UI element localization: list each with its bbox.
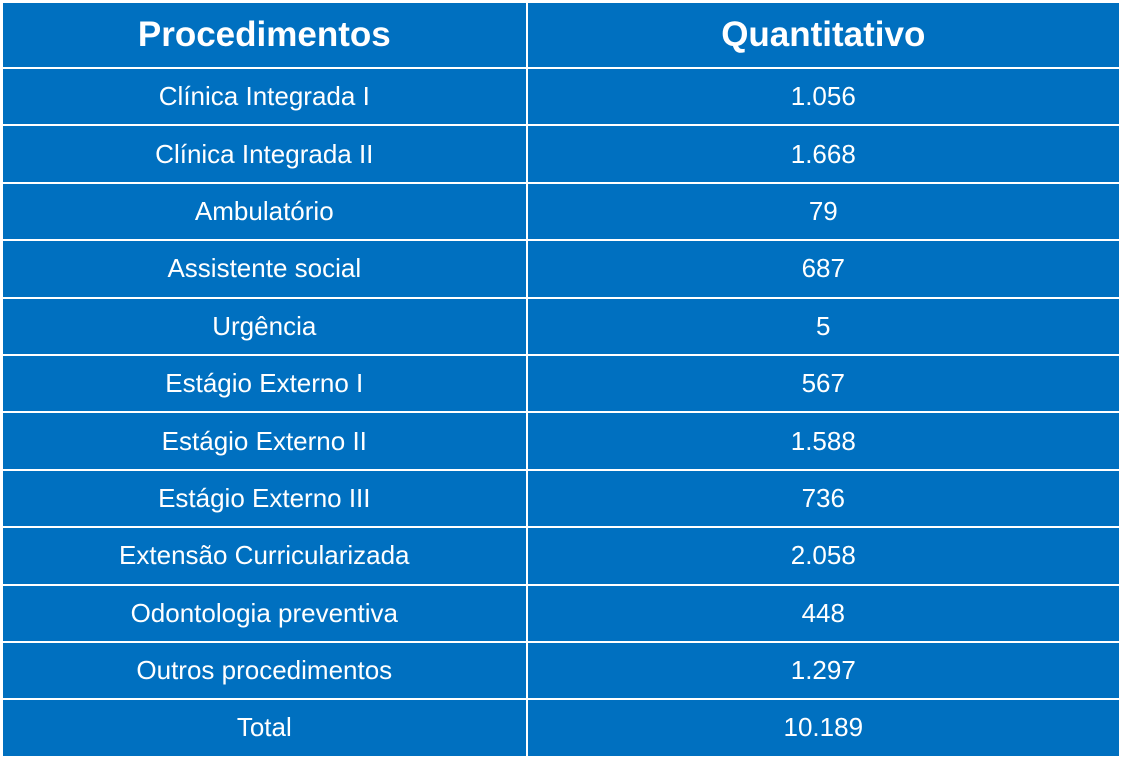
table-row [3, 528, 1119, 583]
quantity-cell: 5 [528, 299, 1119, 354]
total-label-cell: Total [3, 700, 526, 755]
table-row [3, 643, 1119, 698]
table-total-row [3, 700, 1119, 755]
procedure-cell: Extensão Curricularizada [3, 528, 526, 583]
table-header-row [3, 3, 1119, 67]
procedures-table [1, 1, 1121, 758]
quantity-cell: 736 [528, 471, 1119, 526]
quantity-cell: 567 [528, 356, 1119, 411]
header-quantity: Quantitativo [528, 3, 1119, 67]
table-row [3, 471, 1119, 526]
table-row [3, 184, 1119, 239]
quantity-cell: 1.297 [528, 643, 1119, 698]
table-row [3, 69, 1119, 124]
procedure-cell: Estágio Externo I [3, 356, 526, 411]
quantity-cell: 687 [528, 241, 1119, 296]
procedure-cell: Assistente social [3, 241, 526, 296]
procedure-cell: Outros procedimentos [3, 643, 526, 698]
table-row [3, 126, 1119, 181]
table-row [3, 413, 1119, 468]
procedure-cell: Ambulatório [3, 184, 526, 239]
procedure-cell: Estágio Externo III [3, 471, 526, 526]
procedure-cell: Clínica Integrada I [3, 69, 526, 124]
quantity-cell: 1.668 [528, 126, 1119, 181]
table-row [3, 356, 1119, 411]
total-value-cell: 10.189 [528, 700, 1119, 755]
quantity-cell: 2.058 [528, 528, 1119, 583]
table-row [3, 586, 1119, 641]
procedure-cell: Urgência [3, 299, 526, 354]
table-row [3, 299, 1119, 354]
quantity-cell: 79 [528, 184, 1119, 239]
header-procedures: Procedimentos [3, 3, 526, 67]
quantity-cell: 1.056 [528, 69, 1119, 124]
procedure-cell: Estágio Externo II [3, 413, 526, 468]
table-row [3, 241, 1119, 296]
quantity-cell: 448 [528, 586, 1119, 641]
procedure-cell: Clínica Integrada II [3, 126, 526, 181]
quantity-cell: 1.588 [528, 413, 1119, 468]
procedure-cell: Odontologia preventiva [3, 586, 526, 641]
